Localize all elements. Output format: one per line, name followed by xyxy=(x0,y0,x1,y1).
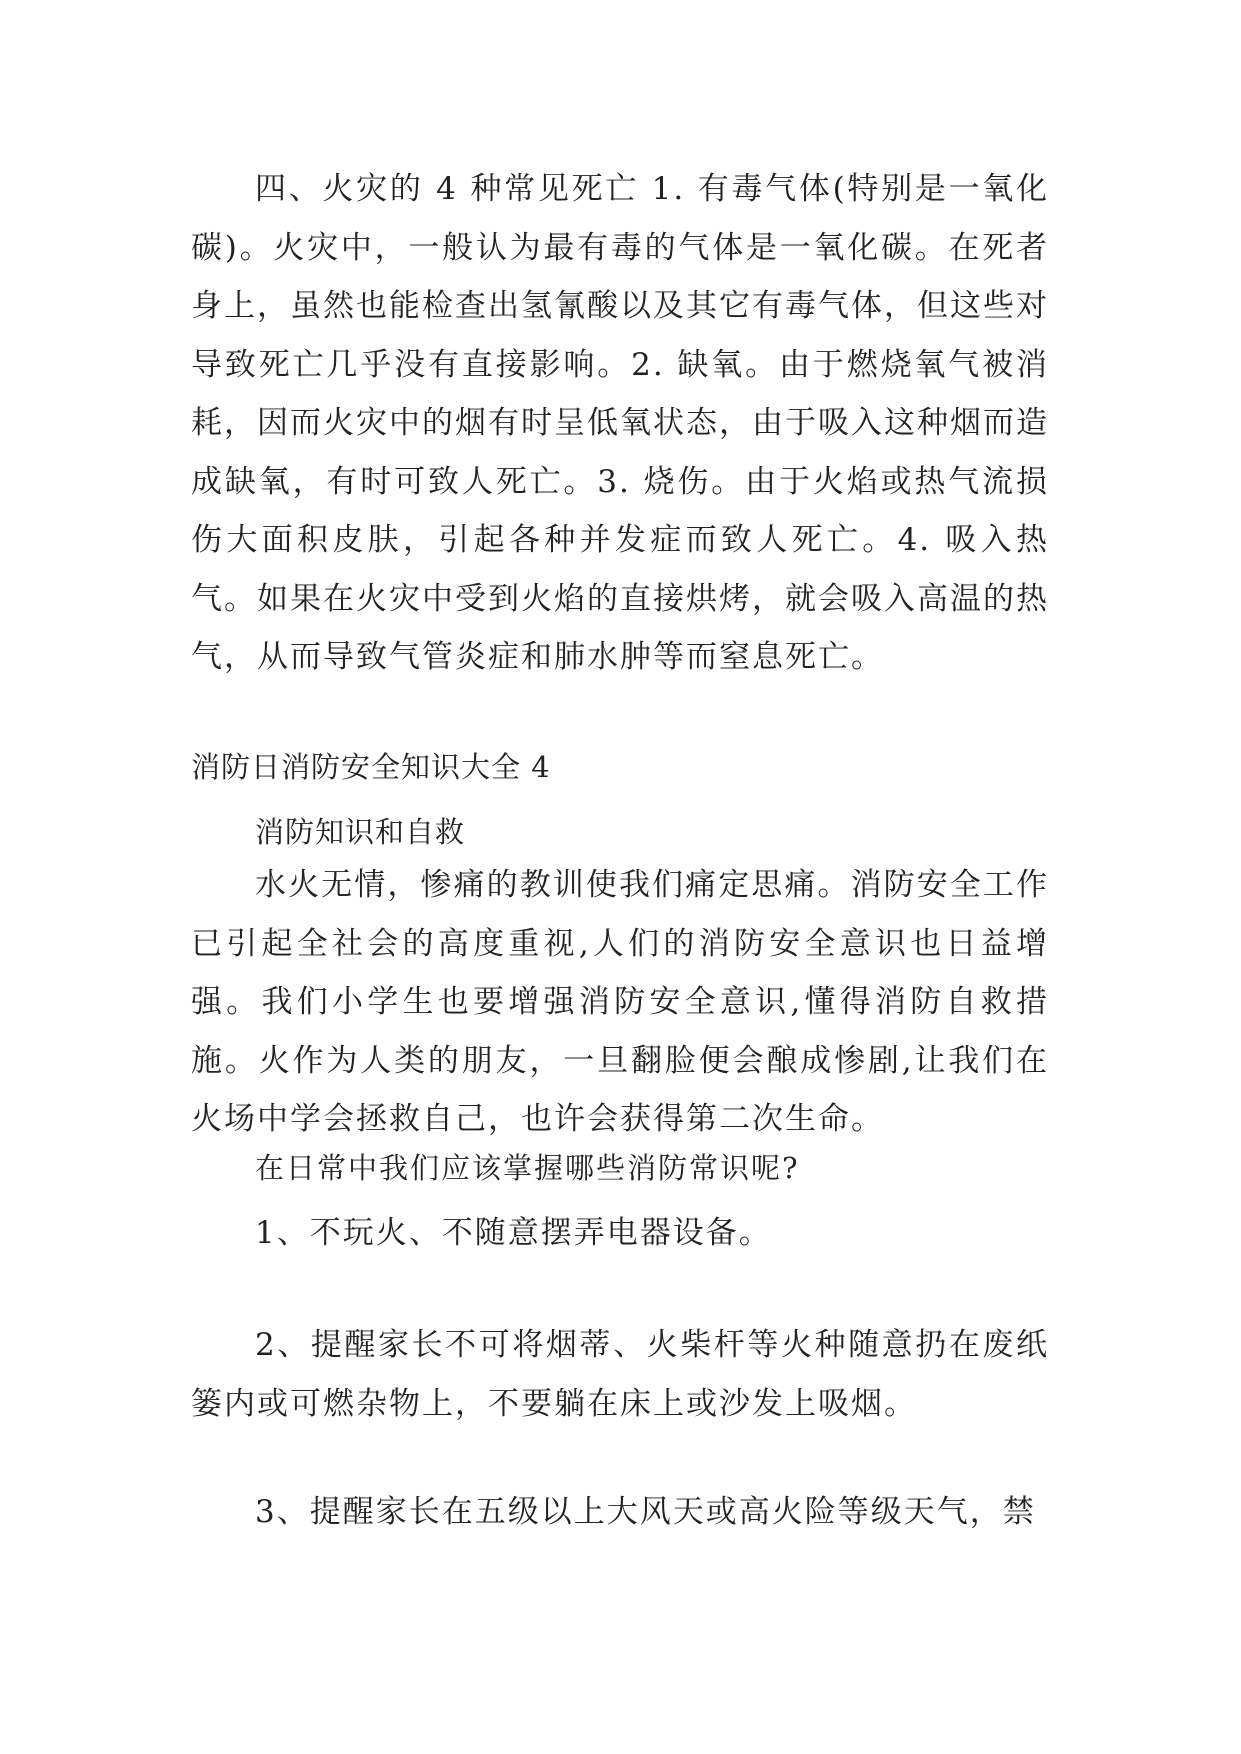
question-line: 在日常中我们应该掌握哪些消防常识呢? xyxy=(255,1151,800,1185)
list-item: 1、不玩火、不随意摆弄电器设备。 xyxy=(255,1215,772,1251)
subtitle: 消防知识和自救 xyxy=(255,815,466,849)
section-title: 消防日消防安全知识大全 4 xyxy=(191,750,551,784)
paragraph-fire-deaths: 四、火灾的 4 种常见死亡 1. 有毒气体(特别是一氧化碳)。火灾中，一般认为最有毒的气体是一氧化碳。在死者身上，虽然也能检查出氢氰酸以及其它有毒气体，但这些对导致死亡几乎没有直接影响。2. 缺氧。由于燃烧氧气被消耗，因而火灾中的烟有时呈低氧状态，由于吸入这种烟而造成缺氧，有时可致人死亡。3. 烧伤。由于火焰或热气流损伤大面积皮肤，引起各种并发症而致人死亡。4. 吸入热气。如果在火灾中受到火焰的直接烘烤，就会吸入高温的热气，从而导致气管炎症和肺水肿等而窒息死亡。 xyxy=(191,171,1049,675)
list-item: 3、提醒家长在五级以上大风天或高火险等级天气，禁 xyxy=(255,1494,1036,1530)
list-item: 2、提醒家长不可将烟蒂、火柴杆等火种随意扔在废纸篓内或可燃杂物上，不要躺在床上或沙发上吸烟。 xyxy=(191,1327,1049,1422)
paragraph-intro: 水火无情，惨痛的教训使我们痛定思痛。消防安全工作已引起全社会的高度重视,人们的消防安全意识也日益增强。我们小学生也要增强消防安全意识,懂得消防自救措施。火作为人类的朋友，一旦翻脸便会酿成惨剧,让我们在火场中学会拯救自己，也许会获得第二次生命。 xyxy=(191,867,1049,1137)
